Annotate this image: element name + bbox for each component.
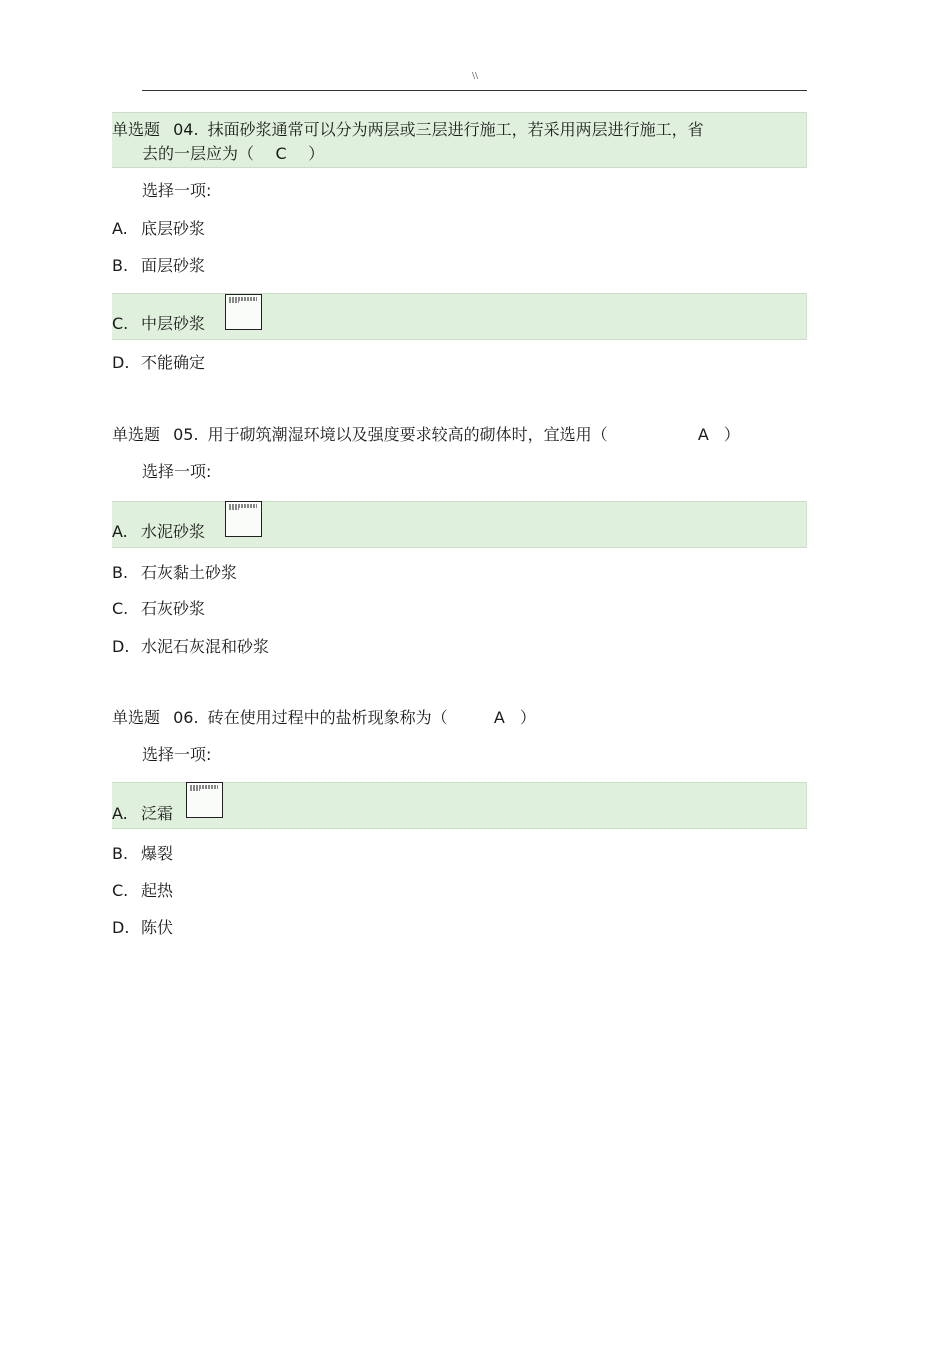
option-letter: C. [112, 314, 129, 333]
option-d[interactable] [112, 352, 205, 374]
option-text: 陈伏 [141, 918, 174, 937]
option-a-selected[interactable] [112, 521, 205, 543]
header-rule [142, 90, 807, 91]
option-letter: D. [112, 353, 130, 372]
option-text: 水泥砂浆 [141, 522, 206, 541]
flag-checkbox[interactable] [225, 294, 262, 330]
question-stem: 单选题 06. 砖在使用过程中的盐析现象称为（ A ） [112, 708, 536, 727]
option-letter: A. [112, 804, 128, 823]
question-stem-continued [142, 143, 324, 165]
question-text: 用于砌筑潮湿环境以及强度要求较高的砌体时，宜选用（ [207, 425, 608, 444]
question-close-paren: ） [723, 425, 740, 444]
flag-checkbox[interactable] [186, 782, 223, 818]
question-close-paren: ） [519, 708, 536, 727]
question-type: 单选题 [112, 120, 161, 139]
option-text: 中层砂浆 [141, 314, 206, 333]
question-number: 04 [173, 120, 194, 139]
option-d[interactable] [112, 917, 173, 939]
option-text: 爆裂 [141, 844, 174, 863]
select-prompt: 选择一项: [142, 462, 212, 481]
option-letter: C. [112, 599, 129, 618]
option-letter: A. [112, 522, 128, 541]
option-letter: B. [112, 563, 129, 582]
question-number: 06 [173, 708, 194, 727]
question-stem: 单选题 05. 用于砌筑潮湿环境以及强度要求较高的砌体时，宜选用（ A ） [112, 425, 740, 444]
option-d[interactable] [112, 636, 269, 658]
option-text: 泛霜 [141, 804, 174, 823]
question-type: 单选题 [112, 425, 161, 444]
option-c[interactable] [112, 880, 173, 902]
select-prompt: 选择一项: [142, 181, 212, 200]
option-text: 石灰砂浆 [141, 599, 206, 618]
option-c-selected[interactable] [112, 313, 205, 335]
question-answer: A [493, 708, 505, 727]
question-text: 砖在使用过程中的盐析现象称为（ [207, 708, 448, 727]
option-text: 石灰黏土砂浆 [141, 563, 238, 582]
option-b[interactable] [112, 255, 205, 277]
option-c[interactable] [112, 598, 205, 620]
question-close-paren: ） [308, 144, 325, 163]
flag-checkbox[interactable] [225, 501, 262, 537]
question-type: 单选题 [112, 708, 161, 727]
question-text-2: 去的一层应为（ [142, 144, 255, 163]
option-b[interactable] [112, 562, 237, 584]
option-letter: C. [112, 881, 129, 900]
option-a-selected[interactable] [112, 803, 173, 825]
select-prompt: 选择一项: [142, 745, 212, 764]
question-answer: C [275, 144, 287, 163]
selected-option-highlight [112, 293, 807, 340]
question-answer: A [697, 425, 709, 444]
option-text: 水泥石灰混和砂浆 [141, 637, 270, 656]
option-letter: A. [112, 219, 128, 238]
option-letter: D. [112, 918, 130, 937]
question-stem: 单选题 04. 抹面砂浆通常可以分为两层或三层进行施工，若采用两层进行施工，省 [112, 120, 704, 139]
option-b[interactable] [112, 843, 173, 865]
option-letter: B. [112, 844, 129, 863]
option-letter: D. [112, 637, 130, 656]
option-text: 不能确定 [141, 353, 206, 372]
option-a[interactable] [112, 218, 205, 240]
option-text: 起热 [141, 881, 174, 900]
selected-option-highlight [112, 501, 807, 548]
option-text: 底层砂浆 [141, 219, 206, 238]
question-number: 05 [173, 425, 194, 444]
question-text: 抹面砂浆通常可以分为两层或三层进行施工，若采用两层进行施工，省 [207, 120, 704, 139]
option-text: 面层砂浆 [141, 256, 206, 275]
page-header-mark: \\ [471, 70, 479, 82]
option-letter: B. [112, 256, 129, 275]
